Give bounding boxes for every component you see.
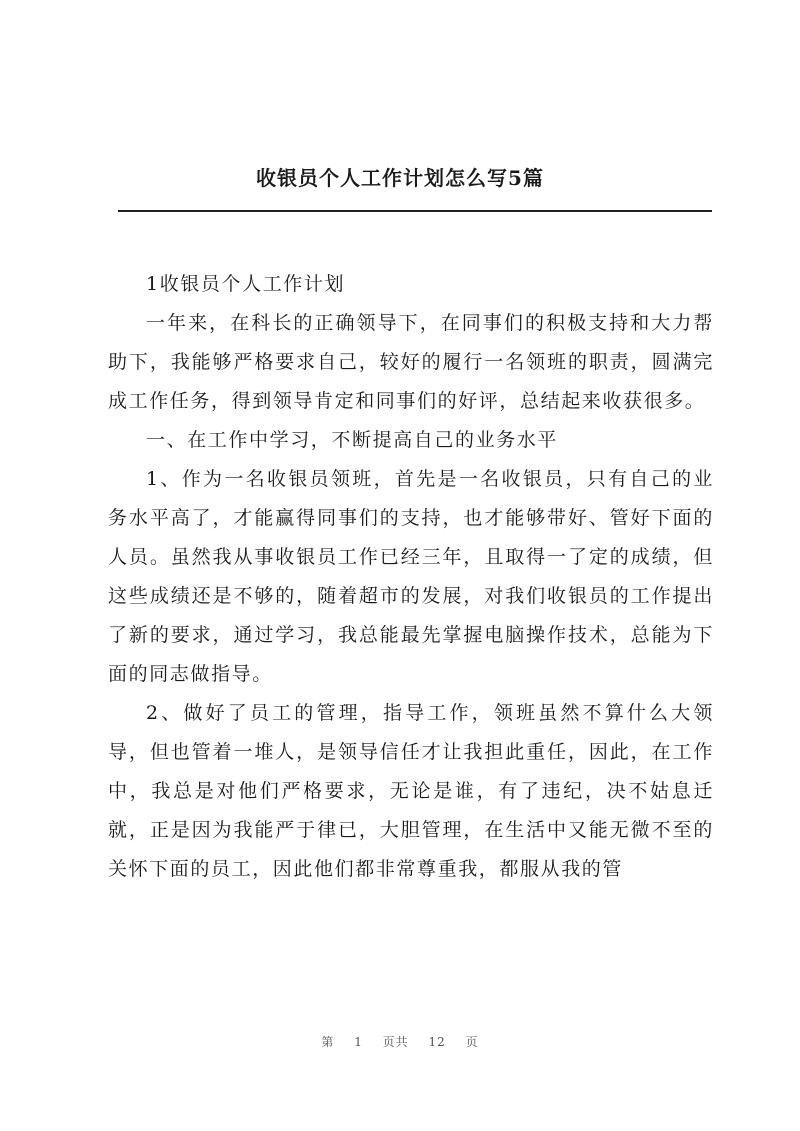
paragraph: 一年来，在科长的正确领导下，在同事们的积极支持和大力帮助下，我能够严格要求自己，较好的履行一名领班的职责，圆满完成工作任务，得到领导肯定和同事们的好评，总结起来收获很多。: [108, 312, 714, 412]
footer-suffix: 页: [465, 1035, 479, 1049]
document-title: 收银员个人工作计划怎么写5篇: [256, 166, 544, 190]
footer-middle: 页共: [382, 1035, 409, 1049]
section-heading: 1收银员个人工作计划: [146, 273, 346, 295]
footer-prefix: 第: [321, 1035, 335, 1049]
subsection-heading: 一、在工作中学习，不断提高自己的业务水平: [146, 429, 559, 451]
paragraph: 2、做好了员工的管理，指导工作，领班虽然不算什么大领导，但也管着一堆人，是领导信任才让我担此重任，因此，在工作中，我总是对他们严格要求，无论是谁，有了违纪，决不姑息迁就，正是因为我能严于律已，大胆管理，在生活中又能无微不至的关怀下面的员工，因此他们都非常尊重我，都服从我的管: [108, 702, 714, 880]
page-number-footer: [0, 1033, 800, 1050]
total-page-count: 12: [428, 1035, 446, 1049]
paragraph: 1、作为一名收银员领班，首先是一名收银员，只有自己的业务水平高了，才能赢得同事们的支持，也才能够带好、管好下面的人员。虽然我从事收银员工作已经三年，且取得一了定的成绩，但这些成绩还是不够的，随着超市的发展，对我们收银员的工作提出了新的要求，通过学习，我总能最先掌握电脑操作技术，总能为下面的同志做指导。: [108, 468, 714, 685]
document-body: [108, 265, 714, 889]
title-divider: [118, 210, 712, 212]
current-page-number: 1: [354, 1035, 363, 1049]
